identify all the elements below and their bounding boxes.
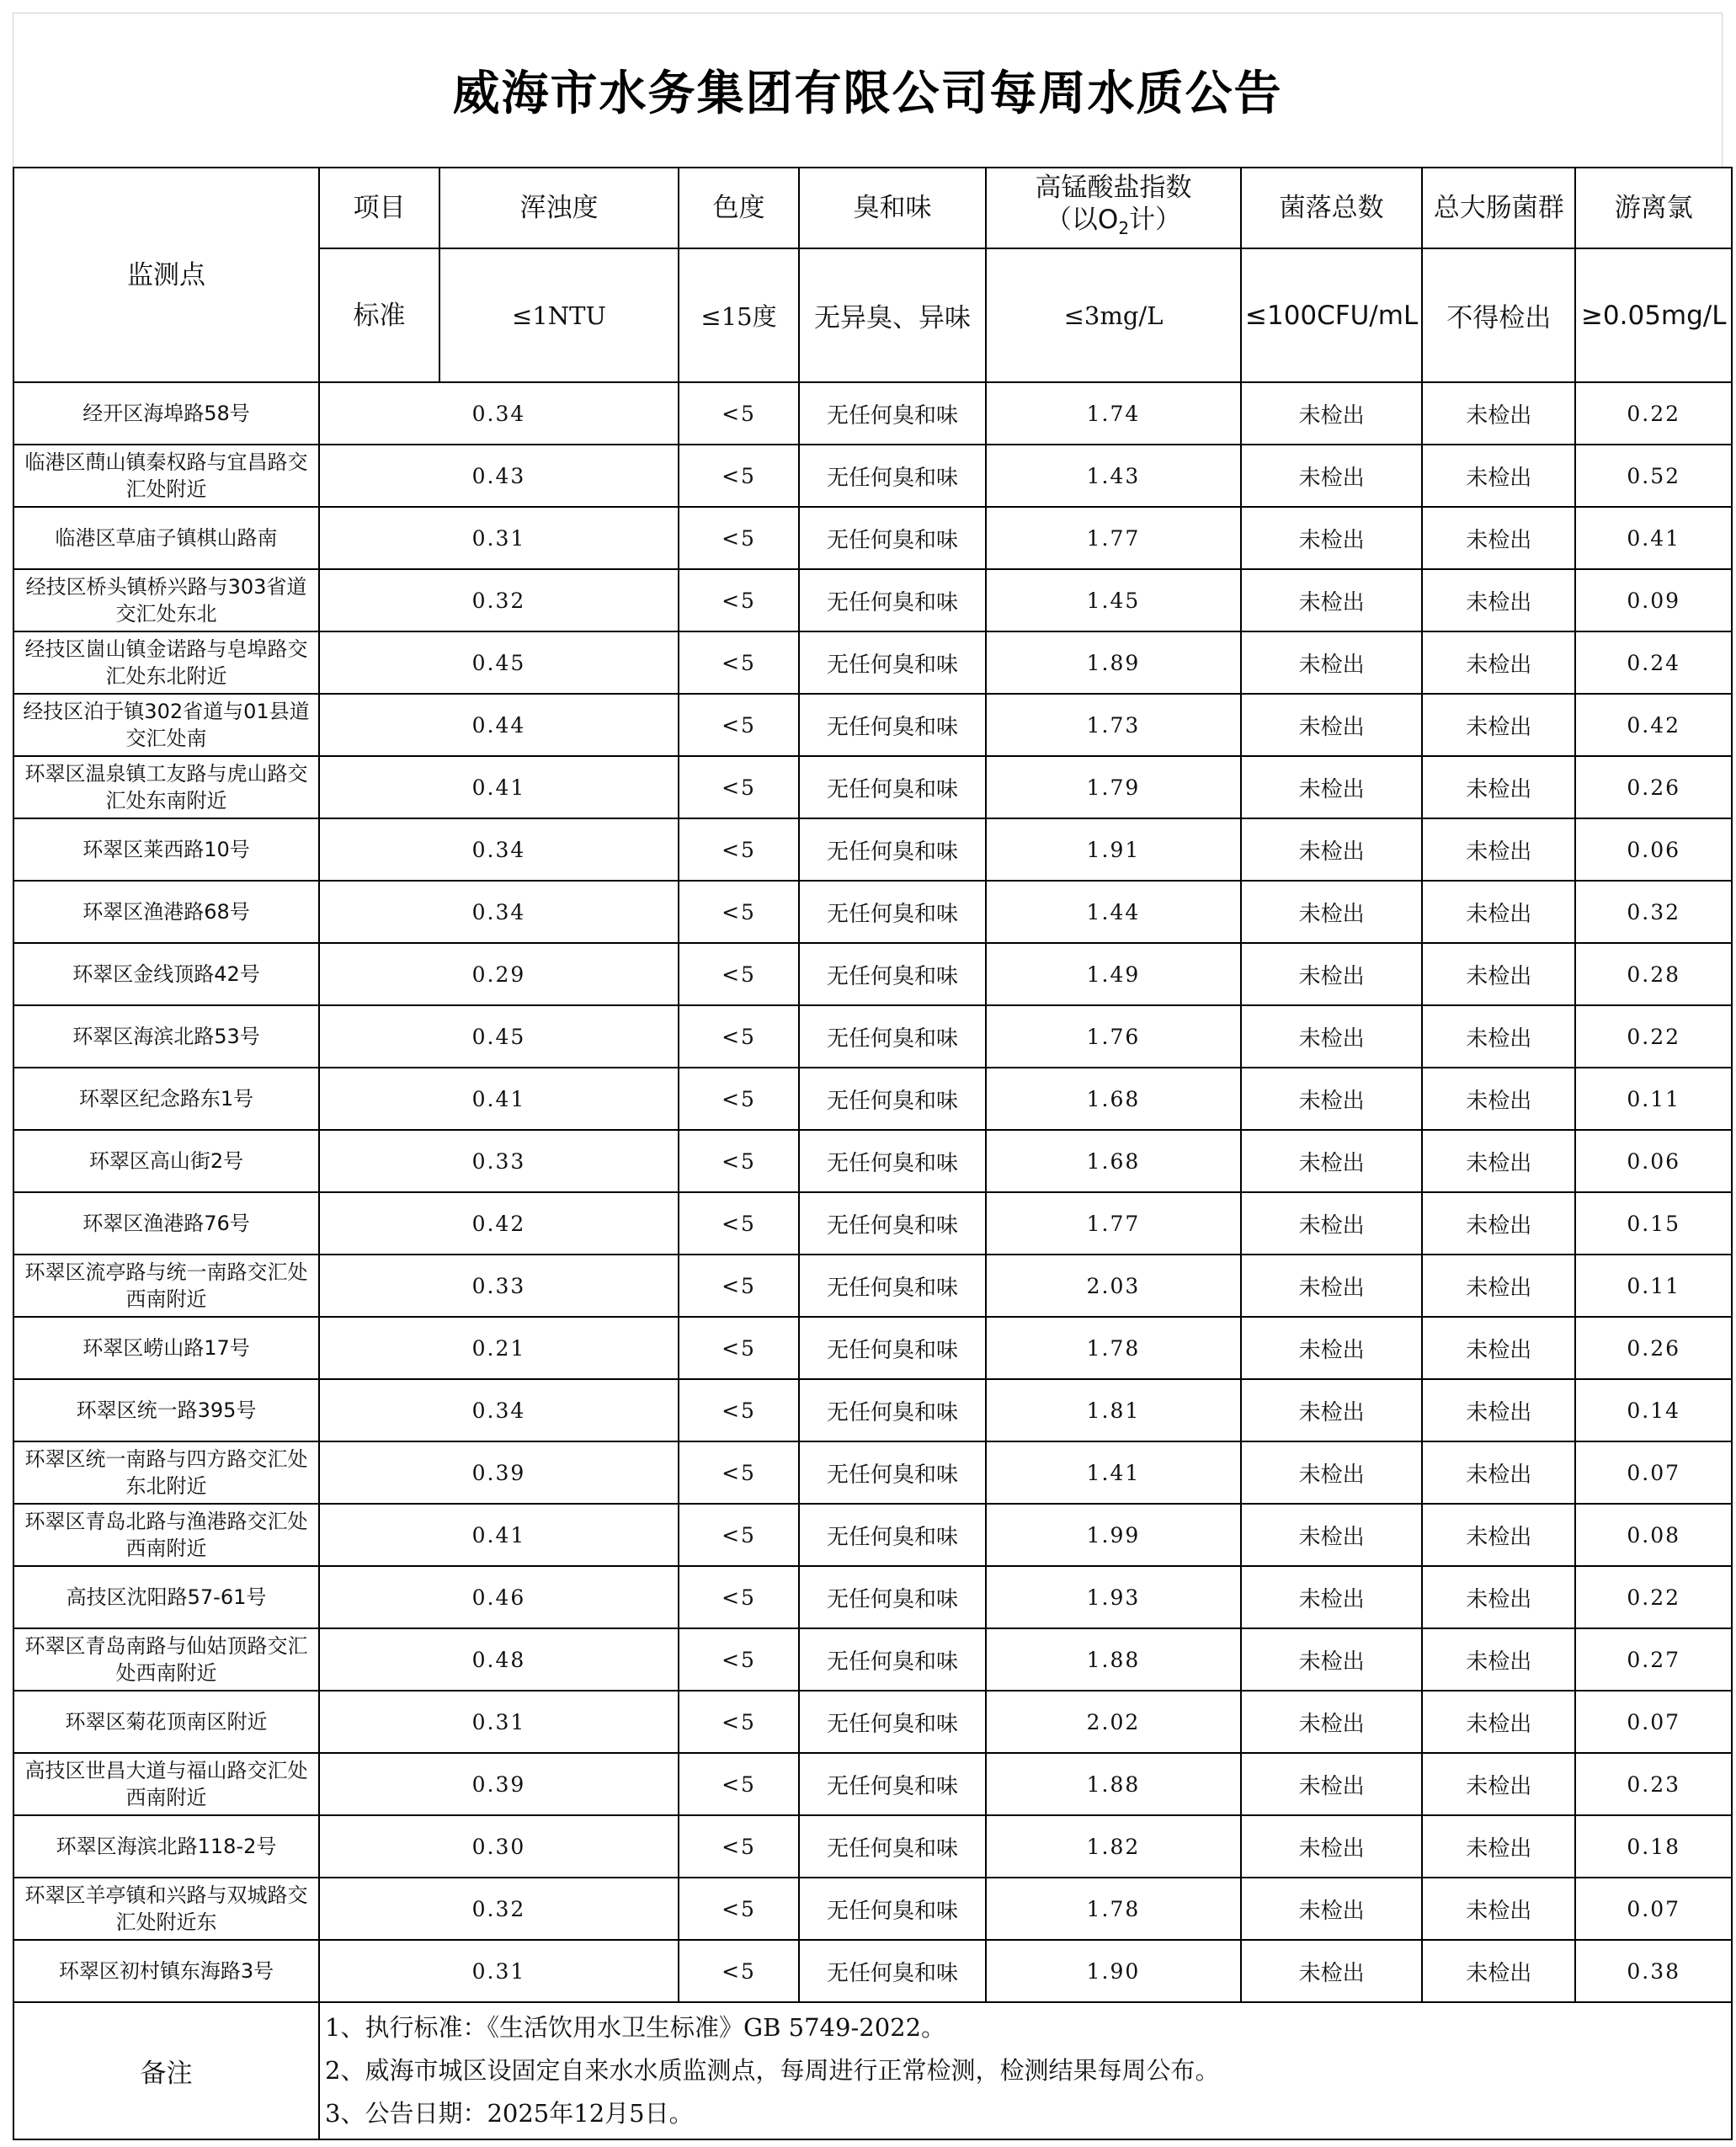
remarks-text [319,2002,1732,2139]
table-row [13,881,1732,943]
cell-odor: 无任何臭和味 [799,694,986,756]
cell-site: 环翠区高山街2号 [13,1130,319,1192]
cell-turbidity: 0.32 [319,1878,679,1940]
cell-colony: 未检出 [1241,1441,1422,1504]
cell-turbidity: 0.33 [319,1130,679,1192]
cell-site: 经技区泊于镇302省道与01县道交汇处南 [13,694,319,756]
cell-color: <5 [679,445,799,507]
cell-color: <5 [679,507,799,569]
remark-line-1: 1、执行标准：《生活饮用水卫生标准》GB 5749-2022。 [325,2013,946,2042]
cell-color: <5 [679,1068,799,1130]
site-column-header: 监测点 [13,168,319,382]
table-row [13,1317,1732,1379]
cell-turbidity: 0.45 [319,631,679,694]
cell-site: 高技区沈阳路57-61号 [13,1566,319,1628]
cell-odor: 无任何臭和味 [799,818,986,881]
standard-colony: ≤100CFU/mL [1241,248,1422,382]
cell-chlorine: 0.07 [1575,1441,1732,1504]
cell-chlorine: 0.28 [1575,943,1732,1005]
cell-chlorine: 0.08 [1575,1504,1732,1566]
table-row [13,694,1732,756]
cell-odor: 无任何臭和味 [799,1691,986,1753]
cell-coliform: 未检出 [1422,1566,1575,1628]
cod-unit-suffix: 计） [1129,204,1182,235]
cell-cod: 1.82 [986,1815,1241,1878]
cell-color: <5 [679,382,799,445]
cell-turbidity: 0.34 [319,382,679,445]
cell-color: <5 [679,694,799,756]
table-row [13,1130,1732,1192]
cell-cod: 1.88 [986,1628,1241,1691]
cell-cod: 1.68 [986,1130,1241,1192]
page-title: 威海市水务集团有限公司每周水质公告 [452,67,1283,121]
cell-cod: 1.41 [986,1441,1241,1504]
cell-chlorine: 0.07 [1575,1691,1732,1753]
cell-coliform: 未检出 [1422,694,1575,756]
cell-coliform: 未检出 [1422,881,1575,943]
cell-odor: 无任何臭和味 [799,756,986,818]
cell-turbidity: 0.46 [319,1566,679,1628]
cell-turbidity: 0.44 [319,694,679,756]
table-row [13,756,1732,818]
cell-site: 环翠区羊亭镇和兴路与双城路交汇处附近东 [13,1878,319,1940]
cell-odor: 无任何臭和味 [799,1255,986,1317]
table-row [13,1192,1732,1255]
cell-coliform: 未检出 [1422,818,1575,881]
table-row [13,569,1732,631]
cell-colony: 未检出 [1241,1691,1422,1753]
cell-cod: 1.91 [986,818,1241,881]
cell-chlorine: 0.09 [1575,569,1732,631]
standard-chlorine: ≥0.05mg/L [1575,248,1732,382]
cell-colony: 未检出 [1241,1566,1422,1628]
cell-odor: 无任何臭和味 [799,1940,986,2002]
cell-cod: 1.89 [986,631,1241,694]
cell-color: <5 [679,1255,799,1317]
col-header-chlorine: 游离氯 [1575,168,1732,248]
cell-chlorine: 0.24 [1575,631,1732,694]
cell-color: <5 [679,1130,799,1192]
cell-odor: 无任何臭和味 [799,445,986,507]
remarks-label: 备注 [13,2002,319,2139]
cell-site: 高技区世昌大道与福山路交汇处西南附近 [13,1753,319,1815]
cell-colony: 未检出 [1241,1504,1422,1566]
cell-turbidity: 0.31 [319,1940,679,2002]
cell-odor: 无任何臭和味 [799,569,986,631]
table-row [13,1441,1732,1504]
cell-chlorine: 0.41 [1575,507,1732,569]
cell-turbidity: 0.29 [319,943,679,1005]
remark-line-2: 2、威海市城区设固定自来水水质监测点，每周进行正常检测，检测结果每周公布。 [325,2056,1220,2085]
table-row [13,818,1732,881]
cod-unit-subscript: 2 [1118,218,1130,239]
cell-site: 环翠区渔港路76号 [13,1192,319,1255]
cell-cod: 1.77 [986,507,1241,569]
cell-turbidity: 0.31 [319,507,679,569]
cell-cod: 1.78 [986,1878,1241,1940]
cell-coliform: 未检出 [1422,1068,1575,1130]
cell-turbidity: 0.39 [319,1441,679,1504]
cell-site: 环翠区海滨北路118-2号 [13,1815,319,1878]
cell-colony: 未检出 [1241,694,1422,756]
cell-chlorine: 0.11 [1575,1068,1732,1130]
cell-site: 环翠区莱西路10号 [13,818,319,881]
cell-chlorine: 0.32 [1575,881,1732,943]
cell-turbidity: 0.45 [319,1005,679,1068]
cell-odor: 无任何臭和味 [799,1130,986,1192]
cell-colony: 未检出 [1241,445,1422,507]
cell-site: 环翠区统一路395号 [13,1379,319,1441]
cell-odor: 无任何臭和味 [799,943,986,1005]
cell-chlorine: 0.18 [1575,1815,1732,1878]
cell-turbidity: 0.34 [319,818,679,881]
cell-coliform: 未检出 [1422,569,1575,631]
cell-site: 环翠区崂山路17号 [13,1317,319,1379]
col-header-color: 色度 [679,168,799,248]
cell-chlorine: 0.42 [1575,694,1732,756]
cell-colony: 未检出 [1241,756,1422,818]
cell-cod: 1.79 [986,756,1241,818]
col-header-turbidity: 浑浊度 [439,168,679,248]
cell-color: <5 [679,943,799,1005]
cell-coliform: 未检出 [1422,1441,1575,1504]
cell-chlorine: 0.14 [1575,1379,1732,1441]
cell-odor: 无任何臭和味 [799,1005,986,1068]
cell-turbidity: 0.41 [319,1504,679,1566]
cell-coliform: 未检出 [1422,1005,1575,1068]
table-row [13,1379,1732,1441]
col-header-odor: 臭和味 [799,168,986,248]
cell-cod: 1.45 [986,569,1241,631]
cell-turbidity: 0.34 [319,1379,679,1441]
table-row [13,1815,1732,1878]
table-row [13,1940,1732,2002]
cell-color: <5 [679,1504,799,1566]
table-row [13,1504,1732,1566]
cell-coliform: 未检出 [1422,507,1575,569]
cell-colony: 未检出 [1241,1628,1422,1691]
cell-coliform: 未检出 [1422,1504,1575,1566]
cod-unit-prefix: （以O [1045,204,1119,235]
table-row [13,631,1732,694]
cell-color: <5 [679,1192,799,1255]
water-quality-table [13,167,1733,2140]
cell-cod: 1.49 [986,943,1241,1005]
cell-odor: 无任何臭和味 [799,507,986,569]
cell-site: 环翠区金线顶路42号 [13,943,319,1005]
cell-chlorine: 0.27 [1575,1628,1732,1691]
cell-site: 环翠区菊花顶南区附近 [13,1691,319,1753]
cell-chlorine: 0.22 [1575,1005,1732,1068]
cell-color: <5 [679,756,799,818]
cell-color: <5 [679,631,799,694]
cell-odor: 无任何臭和味 [799,1815,986,1878]
cell-odor: 无任何臭和味 [799,1504,986,1566]
cell-site: 经技区崮山镇金诺路与皂埠路交汇处东北附近 [13,631,319,694]
cell-turbidity: 0.39 [319,1753,679,1815]
cell-odor: 无任何臭和味 [799,1068,986,1130]
cell-coliform: 未检出 [1422,1379,1575,1441]
cell-coliform: 未检出 [1422,1130,1575,1192]
cell-color: <5 [679,1878,799,1940]
cell-chlorine: 0.11 [1575,1255,1732,1317]
cell-coliform: 未检出 [1422,1815,1575,1878]
cell-colony: 未检出 [1241,1255,1422,1317]
cell-odor: 无任何臭和味 [799,631,986,694]
table-row [13,1005,1732,1068]
cell-turbidity: 0.42 [319,1192,679,1255]
cell-cod: 1.81 [986,1379,1241,1441]
cell-color: <5 [679,1753,799,1815]
cell-odor: 无任何臭和味 [799,1317,986,1379]
cell-coliform: 未检出 [1422,1255,1575,1317]
cell-chlorine: 0.06 [1575,818,1732,881]
cell-colony: 未检出 [1241,569,1422,631]
cell-colony: 未检出 [1241,1753,1422,1815]
cell-colony: 未检出 [1241,382,1422,445]
cell-chlorine: 0.26 [1575,756,1732,818]
cell-colony: 未检出 [1241,1130,1422,1192]
col-header-cod-line1: 高锰酸盐指数 [1035,172,1192,203]
cell-color: <5 [679,1940,799,2002]
cell-color: <5 [679,1005,799,1068]
cell-cod: 1.90 [986,1940,1241,2002]
cell-site: 环翠区统一南路与四方路交汇处东北附近 [13,1441,319,1504]
cell-coliform: 未检出 [1422,631,1575,694]
cell-site: 临港区草庙子镇棋山路南 [13,507,319,569]
cell-colony: 未检出 [1241,1317,1422,1379]
cell-site: 环翠区青岛南路与仙姑顶路交汇处西南附近 [13,1628,319,1691]
cell-color: <5 [679,1379,799,1441]
cell-chlorine: 0.23 [1575,1753,1732,1815]
cell-site: 环翠区青岛北路与渔港路交汇处西南附近 [13,1504,319,1566]
table-row [13,1753,1732,1815]
table-row [13,1255,1732,1317]
cell-colony: 未检出 [1241,881,1422,943]
header-row-items [13,168,1732,248]
cell-cod: 1.99 [986,1504,1241,1566]
standard-label: 标准 [319,248,439,382]
cell-turbidity: 0.41 [319,756,679,818]
cell-colony: 未检出 [1241,1068,1422,1130]
cell-coliform: 未检出 [1422,1940,1575,2002]
cell-cod: 1.88 [986,1753,1241,1815]
cell-turbidity: 0.21 [319,1317,679,1379]
cell-colony: 未检出 [1241,1379,1422,1441]
cell-turbidity: 0.31 [319,1691,679,1753]
cell-chlorine: 0.22 [1575,382,1732,445]
cell-site: 经技区桥头镇桥兴路与303省道交汇处东北 [13,569,319,631]
col-header-cod [986,168,1241,248]
title-box [13,13,1723,167]
cell-color: <5 [679,818,799,881]
table-row [13,943,1732,1005]
cell-odor: 无任何臭和味 [799,1753,986,1815]
standard-cod: ≤3mg/L [986,248,1241,382]
cell-coliform: 未检出 [1422,1691,1575,1753]
cell-cod: 1.77 [986,1192,1241,1255]
cell-turbidity: 0.30 [319,1815,679,1878]
cell-chlorine: 0.07 [1575,1878,1732,1940]
remark-line-3: 3、公告日期：2025年12月5日。 [325,2099,694,2128]
table-row [13,1878,1732,1940]
standard-odor: 无异臭、异味 [799,248,986,382]
table-row [13,382,1732,445]
cell-color: <5 [679,1317,799,1379]
cell-site: 临港区蔄山镇秦权路与宜昌路交汇处附近 [13,445,319,507]
cell-colony: 未检出 [1241,1815,1422,1878]
table-row [13,1628,1732,1691]
cell-odor: 无任何臭和味 [799,1628,986,1691]
table-row [13,507,1732,569]
table-row [13,445,1732,507]
cell-odor: 无任何臭和味 [799,1192,986,1255]
cell-color: <5 [679,1441,799,1504]
table-row [13,1068,1732,1130]
cell-chlorine: 0.22 [1575,1566,1732,1628]
cell-cod: 1.74 [986,382,1241,445]
cell-chlorine: 0.38 [1575,1940,1732,2002]
cell-color: <5 [679,569,799,631]
cell-coliform: 未检出 [1422,1192,1575,1255]
cell-odor: 无任何臭和味 [799,1379,986,1441]
col-header-colony: 菌落总数 [1241,168,1422,248]
cell-coliform: 未检出 [1422,1628,1575,1691]
cell-site: 环翠区流亭路与统一南路交汇处西南附近 [13,1255,319,1317]
cell-colony: 未检出 [1241,943,1422,1005]
cell-cod: 2.03 [986,1255,1241,1317]
cell-colony: 未检出 [1241,818,1422,881]
cell-colony: 未检出 [1241,1192,1422,1255]
cell-cod: 1.93 [986,1566,1241,1628]
cell-site: 环翠区海滨北路53号 [13,1005,319,1068]
cell-coliform: 未检出 [1422,1317,1575,1379]
cell-color: <5 [679,1566,799,1628]
cell-site: 环翠区初村镇东海路3号 [13,1940,319,2002]
cell-colony: 未检出 [1241,1878,1422,1940]
cell-chlorine: 0.15 [1575,1192,1732,1255]
cell-colony: 未检出 [1241,1005,1422,1068]
cell-cod: 1.73 [986,694,1241,756]
cell-chlorine: 0.06 [1575,1130,1732,1192]
table-body [13,168,1732,2139]
standard-color: ≤15度 [679,248,799,382]
cell-site: 环翠区纪念路东1号 [13,1068,319,1130]
table-row [13,1566,1732,1628]
cell-colony: 未检出 [1241,1940,1422,2002]
cell-odor: 无任何臭和味 [799,1441,986,1504]
cell-coliform: 未检出 [1422,943,1575,1005]
cell-chlorine: 0.52 [1575,445,1732,507]
cell-turbidity: 0.32 [319,569,679,631]
cell-colony: 未检出 [1241,631,1422,694]
standard-coliform: 不得检出 [1422,248,1575,382]
cell-coliform: 未检出 [1422,445,1575,507]
cell-site: 环翠区渔港路68号 [13,881,319,943]
cell-chlorine: 0.26 [1575,1317,1732,1379]
cell-site: 环翠区温泉镇工友路与虎山路交汇处东南附近 [13,756,319,818]
cell-coliform: 未检出 [1422,382,1575,445]
table-row [13,1691,1732,1753]
cell-color: <5 [679,1815,799,1878]
item-label: 项目 [319,168,439,248]
cell-turbidity: 0.33 [319,1255,679,1317]
cell-cod: 1.76 [986,1005,1241,1068]
cell-odor: 无任何臭和味 [799,1878,986,1940]
cell-coliform: 未检出 [1422,756,1575,818]
cell-odor: 无任何臭和味 [799,382,986,445]
cell-color: <5 [679,1691,799,1753]
cell-colony: 未检出 [1241,507,1422,569]
standard-turbidity: ≤1NTU [439,248,679,382]
cell-turbidity: 0.41 [319,1068,679,1130]
remarks-row [13,2002,1732,2139]
cell-odor: 无任何臭和味 [799,1566,986,1628]
col-header-coliform: 总大肠菌群 [1422,168,1575,248]
cell-cod: 2.02 [986,1691,1241,1753]
col-header-cod-line2 [990,204,1237,244]
cell-color: <5 [679,1628,799,1691]
cell-turbidity: 0.43 [319,445,679,507]
cell-coliform: 未检出 [1422,1753,1575,1815]
cell-turbidity: 0.34 [319,881,679,943]
cell-coliform: 未检出 [1422,1878,1575,1940]
cell-cod: 1.78 [986,1317,1241,1379]
cell-site: 经开区海埠路58号 [13,382,319,445]
cell-odor: 无任何臭和味 [799,881,986,943]
cell-cod: 1.68 [986,1068,1241,1130]
cell-turbidity: 0.48 [319,1628,679,1691]
cell-color: <5 [679,881,799,943]
cell-cod: 1.43 [986,445,1241,507]
cell-cod: 1.44 [986,881,1241,943]
